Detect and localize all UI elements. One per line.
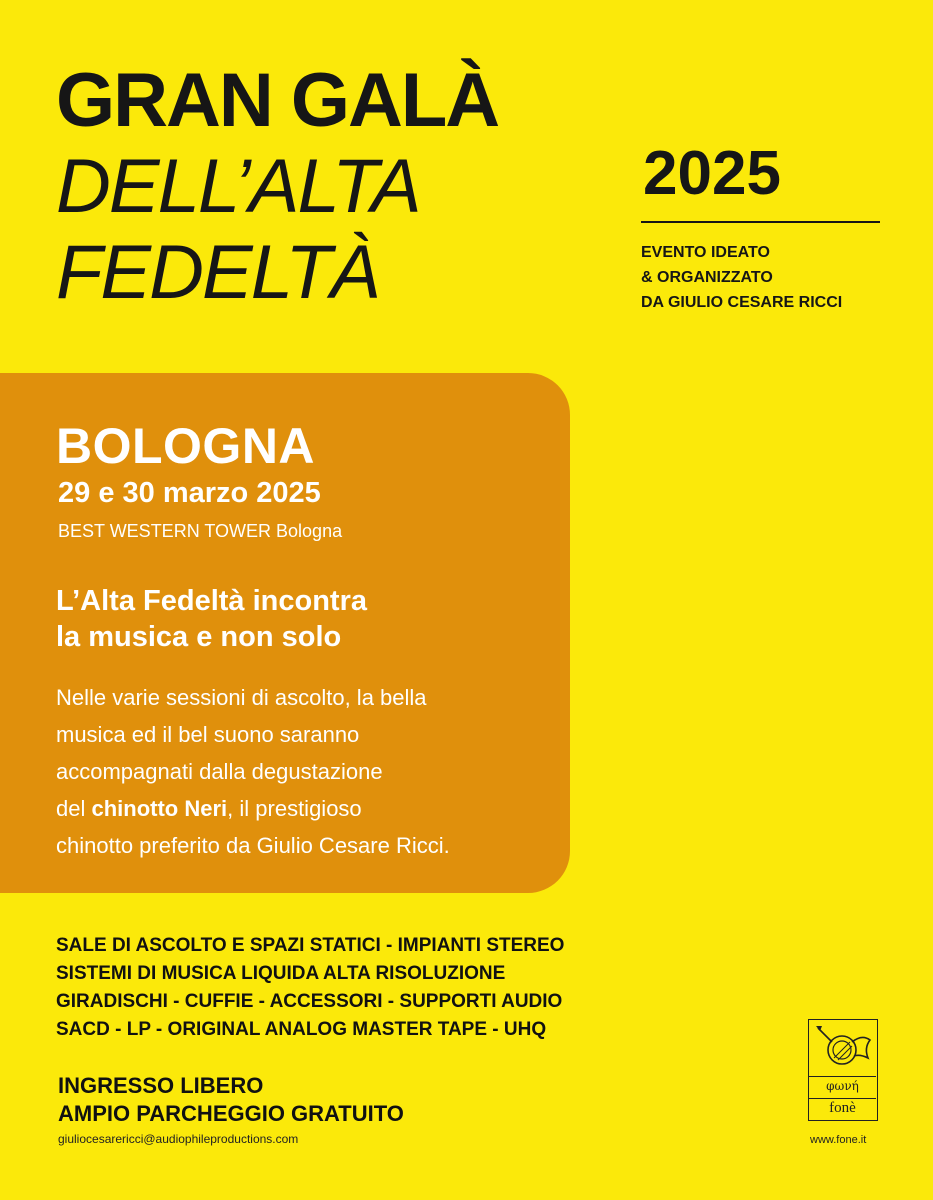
year-divider [641,221,880,223]
logo-latin-text: fonè [809,1098,876,1117]
contact-email[interactable]: giuliocesarericci@audiophileproductions.com [58,1132,299,1146]
title-line-2: DELL’ALTA [56,144,420,229]
logo-greek-text: φωνή [809,1076,876,1093]
website-link[interactable]: www.fone.it [810,1134,867,1146]
event-subtitle [56,583,367,655]
french-horn-icon [812,1022,874,1074]
desc-line-5: chinotto preferito da Giulio Cesare Ricci. [56,833,450,858]
free-parking: AMPIO PARCHEGGIO GRATUITO [58,1101,404,1126]
desc-line-4 [56,790,556,827]
desc-line-3: accompagnati dalla degustazione [56,759,383,784]
title-line-1: GRAN GALÀ [56,58,499,143]
organizer-info [641,240,842,315]
event-details-panel [0,373,570,893]
free-entry: INGRESSO LIBERO [58,1073,264,1098]
features-list [56,932,564,1044]
desc-line-4-pre: del [56,796,92,821]
organizer-line-3: DA GIULIO CESARE RICCI [641,294,843,311]
event-dates: 29 e 30 marzo 2025 [58,477,321,509]
event-year: 2025 [643,139,781,208]
fone-logo [808,1019,878,1121]
organizer-line-2: & ORGANIZZATO [641,269,773,286]
feature-line: SISTEMI DI MUSICA LIQUIDA ALTA RISOLUZIONE [56,963,506,984]
desc-line-1: Nelle varie sessioni di ascolto, la bella [56,685,427,710]
desc-line-2: musica ed il bel suono saranno [56,722,360,747]
event-venue: BEST WESTERN TOWER Bologna [58,521,343,541]
title-line-3: FEDELTÀ [56,230,379,315]
feature-line: SALE DI ASCOLTO E SPAZI STATICI - IMPIANTI STEREO [56,935,565,956]
feature-line: SACD - LP - ORIGINAL ANALOG MASTER TAPE - UHQ [56,1019,547,1040]
desc-line-4-post: , il prestigioso [227,796,362,821]
event-title [56,58,498,316]
entry-info [58,1072,404,1128]
subtitle-line-2: la musica e non solo [56,621,342,653]
event-description [56,679,556,864]
feature-line: GIRADISCHI - CUFFIE - ACCESSORI - SUPPORTI AUDIO [56,991,563,1012]
event-city: BOLOGNA [56,418,316,474]
subtitle-line-1: L’Alta Fedeltà incontra [56,585,367,617]
organizer-line-1: EVENTO IDEATO [641,244,770,261]
chinotto-neri-highlight: chinotto Neri [91,796,228,821]
